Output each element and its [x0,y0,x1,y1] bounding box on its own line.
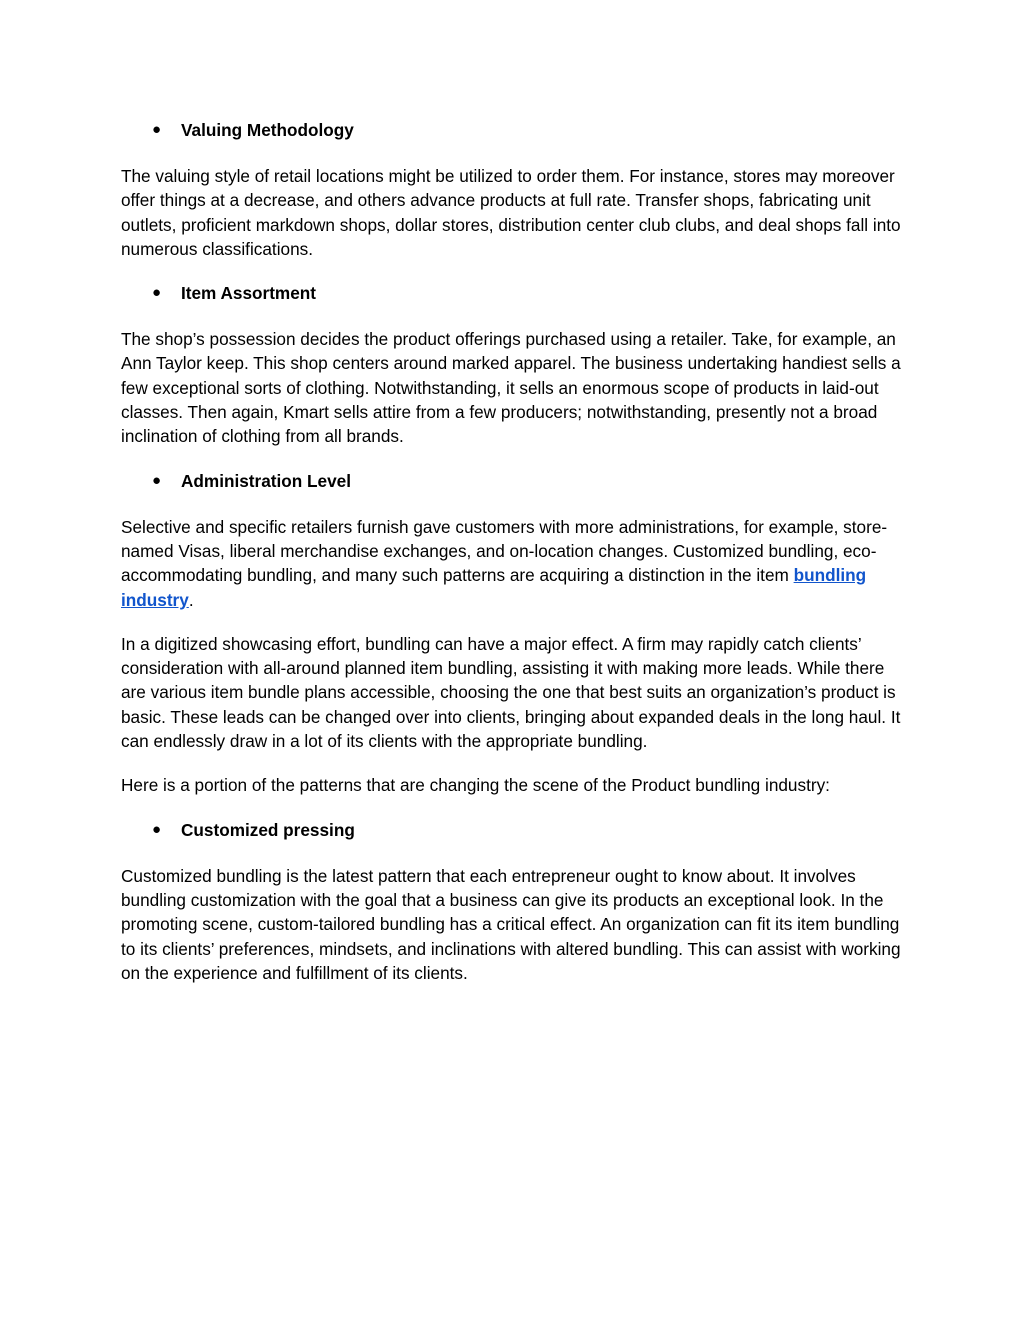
paragraph-administration [121,515,906,612]
heading-text: Customized pressing [181,819,355,840]
bullet-icon: ● [152,820,162,838]
bullet-heading-valuing-methodology [121,118,906,144]
bullet-icon: ● [152,284,162,302]
paragraph-digitized: In a digitized showcasing effort, bundling can have a major effect. A firm may rapidly catch clients’ consideration with all-around planned item bundling, assisting it with making more leads. While there are various item bundle plans accessible, choosing the one that best suits an organization’s product is basic. These leads can be changed over into clients, bringing about expanded deals in the long haul. It can endlessly draw in a lot of its clients with the appropriate bundling. [121,633,901,752]
bullet-icon: ● [152,471,162,489]
bundling-industry-link[interactable]: bundling industry [121,565,867,610]
paragraph-customized: Customized bundling is the latest pattern that each entrepreneur ought to know about. It involves bundling customization with the goal that a business can give its products an exceptional look. In the promoting scene, custom-tailored bundling has a critical effect. An organization can fit its item bundling to its clients’ preferences, mindsets, and inclinations with altered bundling. This can assist with working on the experience and fulfillment of its clients. [121,865,901,983]
paragraph-patterns-intro: Here is a portion of the patterns that are changing the scene of the Product bundling industry: [121,775,830,796]
heading-text: Administration Level [181,470,351,491]
heading-text: Valuing Methodology [181,120,354,140]
paragraph-assortment: The shop’s possession decides the product offerings purchased using a retailer. Take, for example, an Ann Taylor keep. This shop centers around marked apparel. The business undertaking handiest sells a few exceptional sorts of clothing. Notwithstanding, it sells an enormous scope of products in laid-out classes. Then again, Kmart sells attire from a few producers; notwithstanding, presently not a broad inclination of clothing from all brands. [121,329,901,447]
bullet-heading-item-assortment [121,281,906,307]
bullet-icon: ● [152,121,162,138]
document-page [121,118,906,985]
paragraph-valuing: The valuing style of retail locations might be utilized to order them. For instance, stores may moreover offer things at a decrease, and others advance products at full rate. Transfer shops, fabricating unit outlets, proficient markdown shops, dollar stores, distribution center club clubs, and deal shops fall into numerous classifications. [121,166,901,259]
heading-text: Item Assortment [181,283,316,304]
bullet-heading-administration-level [121,469,906,495]
bullet-heading-customized-pressing [121,818,906,844]
paragraph-text: Selective and specific retailers furnish gave customers with more administrations, for example, store-named Visas, liberal merchandise exchanges, and on-location changes. Customized bundling, eco-accommodating bundling, and many such patterns are acquiring a distinction in the item [121,516,888,586]
paragraph-text-end: . [188,589,194,610]
